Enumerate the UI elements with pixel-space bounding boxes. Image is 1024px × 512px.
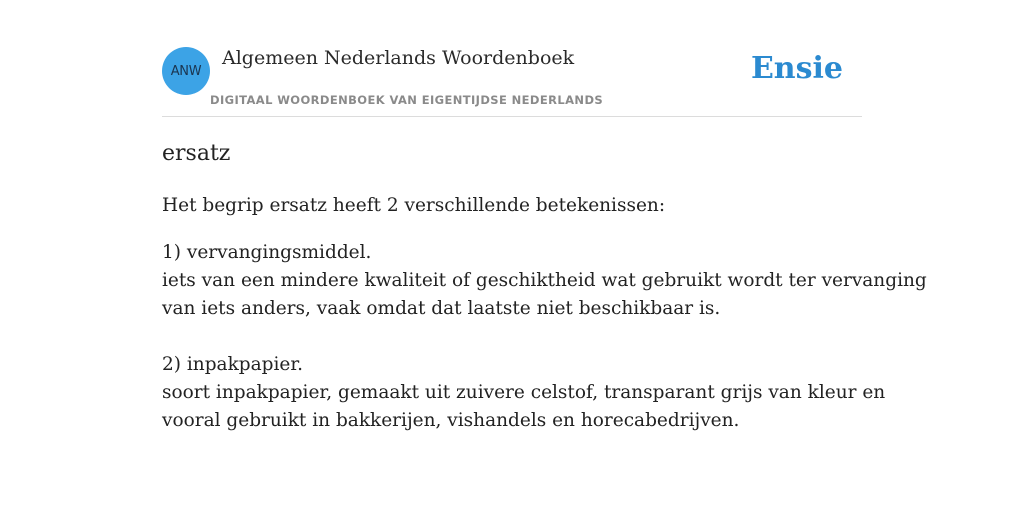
- ensie-brand-logo[interactable]: Ensie: [750, 51, 843, 86]
- meaning-item: [162, 239, 927, 323]
- dictionary-card: [162, 0, 927, 512]
- site-subtitle: DIGITAAL WOORDENBOEK VAN EIGENTIJDSE NEDERLANDS: [210, 93, 604, 107]
- meaning-heading: 1) vervangingsmiddel.: [162, 242, 372, 263]
- site-header: [162, 0, 862, 117]
- entry-intro: Het begrip ersatz heeft 2 verschillende betekenissen:: [162, 195, 666, 216]
- meaning-definition-line: soort inpakpapier, gemaakt uit zuivere celstof, transparant grijs van kleur en: [162, 382, 886, 403]
- meaning-item: [162, 351, 886, 435]
- meanings-list: [162, 239, 927, 463]
- meaning-definition-line: van iets anders, vaak omdat dat laatste niet beschikbaar is.: [162, 298, 721, 319]
- anw-logo[interactable]: [162, 47, 210, 95]
- entry-title: ersatz: [162, 141, 231, 166]
- meaning-definition-line: vooral gebruikt in bakkerijen, vishandels en horecabedrijven.: [162, 410, 740, 431]
- meaning-heading: 2) inpakpapier.: [162, 354, 304, 375]
- meaning-definition-line: iets van een mindere kwaliteit of geschiktheid wat gebruikt wordt ter vervanging: [162, 270, 927, 291]
- site-title[interactable]: Algemeen Nederlands Woordenboek: [222, 47, 575, 69]
- anw-logo-text: ANW: [170, 63, 202, 79]
